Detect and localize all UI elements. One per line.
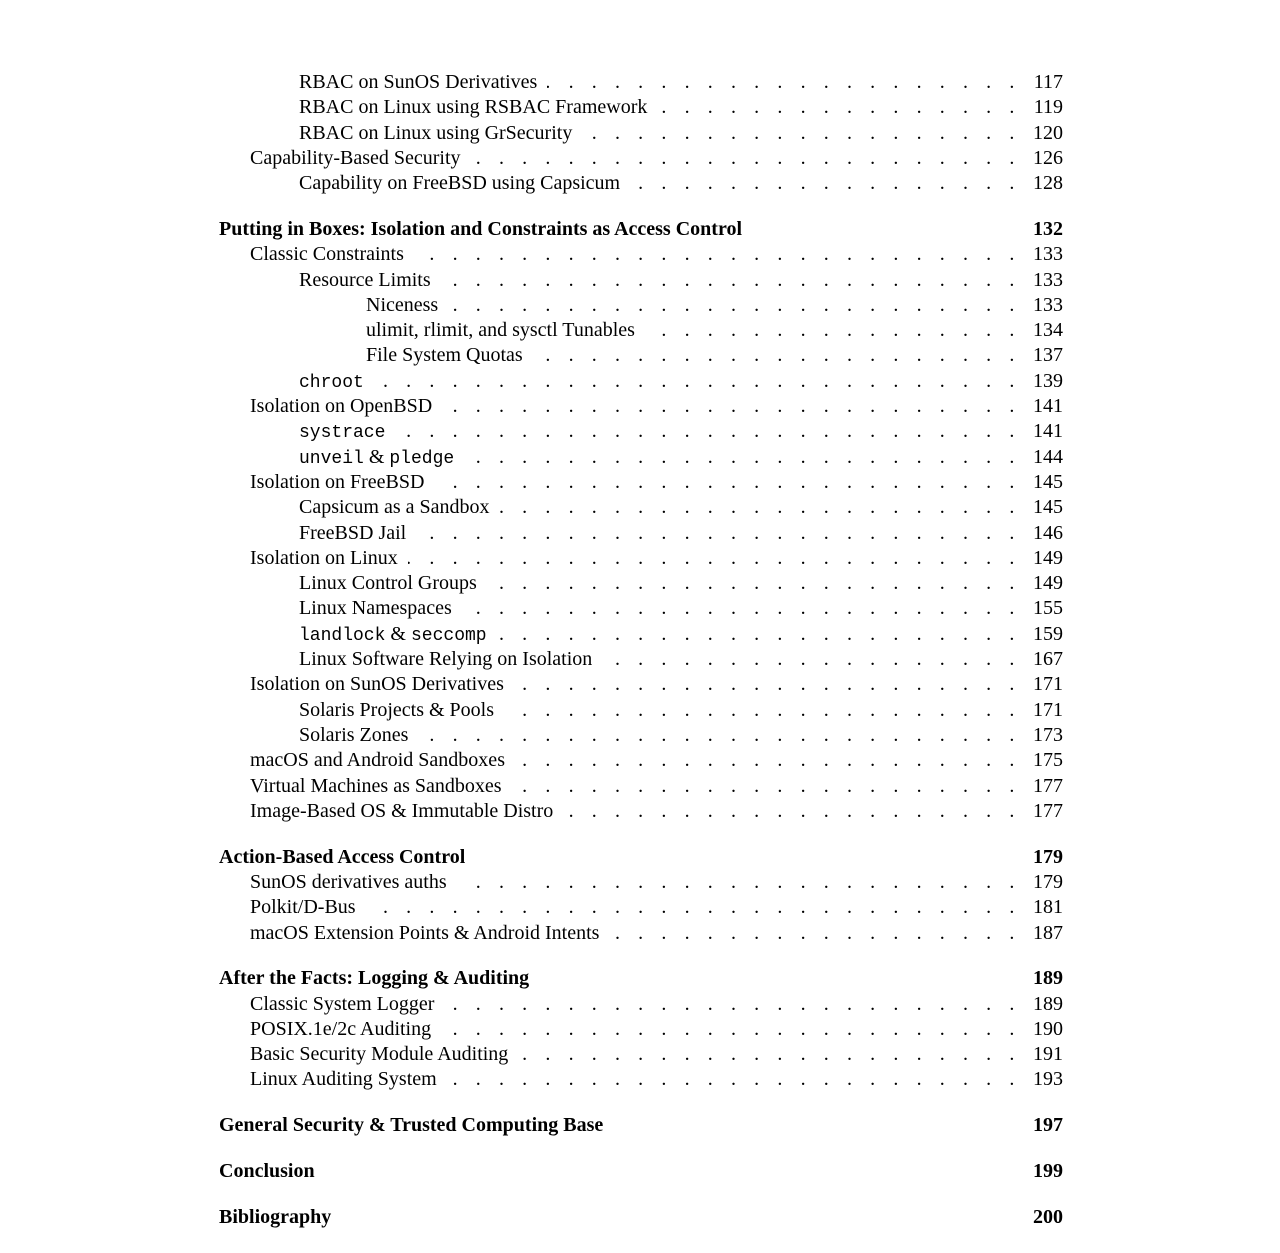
toc-page-number: 199: [1033, 1160, 1063, 1183]
toc-dot-leader: [457, 870, 1021, 895]
toc-entry-title: Solaris Zones: [299, 723, 409, 746]
toc-dot-leader: [512, 774, 1021, 799]
toc-page-number: 126: [1033, 146, 1063, 169]
toc-dot-leader: [582, 121, 1021, 146]
toc-dot-leader: [563, 799, 1021, 824]
toc-page-number: 181: [1033, 896, 1063, 919]
toc-entry-row: [219, 121, 1063, 146]
toc-chapter-row: [219, 1113, 1063, 1138]
toc-entry-title: RBAC on Linux using RSBAC Framework: [299, 96, 648, 119]
toc-page-number: 191: [1033, 1043, 1063, 1066]
toc-page-number: 139: [1033, 369, 1063, 392]
toc-dot-leader: [434, 470, 1021, 495]
toc-entry-title: Isolation on FreeBSD: [250, 470, 425, 493]
toc-entry-title: Linux Auditing System: [250, 1068, 437, 1091]
toc-dot-leader: [441, 268, 1021, 293]
toc-entry-row: [219, 748, 1063, 773]
toc-entry-row: [219, 495, 1063, 520]
toc-page-number: 155: [1033, 597, 1063, 620]
toc-page-number: 167: [1033, 648, 1063, 671]
toc-entry-row: [219, 921, 1063, 946]
toc-entry-title: Resource Limits: [299, 268, 431, 291]
toc-entry-row: [219, 343, 1063, 368]
toc-chapter-row: [219, 966, 1063, 991]
toc-entry-row: [219, 293, 1063, 318]
toc-dot-leader: [464, 445, 1021, 470]
toc-dot-leader: [497, 622, 1021, 647]
toc-entry-row: [219, 774, 1063, 799]
toc-chapter-row: [219, 1205, 1063, 1230]
toc-entry-row: [219, 1042, 1063, 1067]
toc-entry-title: Polkit/D-Bus: [250, 896, 356, 919]
toc-page-number: 133: [1033, 268, 1063, 291]
toc-entry-title: Isolation on Linux: [250, 546, 398, 569]
toc-dot-leader: [448, 293, 1021, 318]
toc-entry-row: [219, 799, 1063, 824]
toc-dot-leader: [487, 571, 1021, 596]
toc-page-number: 133: [1033, 293, 1063, 316]
toc-page-number: 179: [1033, 870, 1063, 893]
toc-page-number: 193: [1033, 1068, 1063, 1091]
toc-page-number: 171: [1033, 673, 1063, 696]
toc-entry-title: Capability on FreeBSD using Capsicum: [299, 172, 621, 195]
toc-entry-title: Isolation on SunOS Derivatives: [250, 673, 504, 696]
toc-dot-leader: [447, 1067, 1021, 1092]
toc-entry-title: After the Facts: Logging & Auditing: [219, 967, 530, 990]
toc-entry-row: [219, 70, 1063, 95]
toc-page-number: 189: [1033, 967, 1063, 990]
toc-entry-title: RBAC on Linux using GrSecurity: [299, 121, 573, 144]
toc-entry-row: [219, 268, 1063, 293]
toc-entry-title: Conclusion: [219, 1160, 315, 1183]
toc-entry-row: [219, 95, 1063, 120]
toc-entry-title: [299, 445, 454, 472]
toc-entry-row: [219, 546, 1063, 571]
toc-entry-title: Basic Security Module Auditing: [250, 1043, 509, 1066]
toc-page-number: 187: [1033, 921, 1063, 944]
toc-entry-row: [219, 647, 1063, 672]
toc-title-part: &: [385, 622, 411, 645]
toc-dot-leader: [547, 70, 1021, 95]
toc-entry-row: [219, 672, 1063, 697]
toc-entry-title: Capsicum as a Sandbox: [299, 496, 490, 519]
toc-page-number: 128: [1033, 172, 1063, 195]
toc-entry-row: [219, 171, 1063, 196]
toc-entry-row: [219, 369, 1063, 394]
toc-page-number: 173: [1033, 723, 1063, 746]
toc-page-number: 146: [1033, 521, 1063, 544]
toc-entry-row: [219, 571, 1063, 596]
toc-dot-leader: [374, 369, 1021, 394]
toc-entry-title: POSIX.1e/2c Auditing: [250, 1017, 432, 1040]
toc-entry-title: Putting in Boxes: Isolation and Constraints as Access Control: [219, 217, 743, 240]
toc-dot-leader: [504, 698, 1021, 723]
toc-entry-row: [219, 1067, 1063, 1092]
toc-page-number: 141: [1033, 395, 1063, 418]
toc-entry-row: [219, 242, 1063, 267]
toc-dot-leader: [518, 1042, 1021, 1067]
toc-entry-title: General Security & Trusted Computing Base: [219, 1114, 604, 1137]
toc-page-number: 175: [1033, 749, 1063, 772]
toc-title-part: seccomp: [410, 625, 487, 646]
toc-entry-title: File System Quotas: [366, 344, 523, 367]
toc-entry-title: macOS and Android Sandboxes: [250, 749, 505, 772]
toc-dot-leader: [645, 318, 1021, 343]
toc-entry-title: Classic Constraints: [250, 243, 404, 266]
table-of-contents: [219, 70, 1063, 1230]
toc-page-number: 133: [1033, 243, 1063, 266]
toc-entry-row: [219, 698, 1063, 723]
toc-entry-row: [219, 992, 1063, 1017]
toc-dot-leader: [462, 596, 1021, 621]
toc-page-number: 117: [1033, 71, 1063, 93]
toc-entry-title: Isolation on OpenBSD: [250, 395, 433, 418]
toc-entry-title: Action-Based Access Control: [219, 845, 466, 868]
toc-entry-title: Virtual Machines as Sandboxes: [250, 774, 502, 797]
toc-entry-row: [219, 394, 1063, 419]
toc-entry-row: [219, 146, 1063, 171]
toc-entry-title: Linux Software Relying on Isolation: [299, 648, 593, 671]
toc-dot-leader: [514, 672, 1021, 697]
toc-page-number: 190: [1033, 1017, 1063, 1040]
toc-entry-row: [219, 419, 1063, 444]
toc-page-number: 134: [1033, 319, 1063, 342]
toc-page-number: 144: [1033, 445, 1063, 468]
toc-entry-title: Solaris Projects & Pools: [299, 698, 495, 721]
toc-page-number: 149: [1033, 572, 1063, 595]
toc-dot-leader: [609, 921, 1021, 946]
toc-entry-title: ulimit, rlimit, and sysctl Tunables: [366, 319, 635, 342]
toc-entry-row: [219, 596, 1063, 621]
toc-page-number: 189: [1033, 992, 1063, 1015]
toc-entry-title: RBAC on SunOS Derivatives: [299, 71, 538, 93]
toc-entry-row: [219, 870, 1063, 895]
toc-entry-title: Niceness: [366, 293, 439, 316]
toc-entry-row: [219, 521, 1063, 546]
toc-title-part: pledge: [389, 448, 455, 469]
toc-dot-leader: [416, 521, 1021, 546]
toc-entry-row: [219, 1017, 1063, 1042]
toc-page-number: 177: [1033, 799, 1063, 822]
toc-page-number: 177: [1033, 774, 1063, 797]
toc-entry-title: [299, 419, 385, 446]
toc-title-part: unveil: [299, 448, 364, 469]
toc-page-number: 145: [1033, 470, 1063, 493]
toc-dot-leader: [515, 748, 1021, 773]
toc-page-number: 171: [1033, 698, 1063, 721]
toc-chapter-row: [219, 845, 1063, 870]
toc-entry-row: [219, 723, 1063, 748]
toc-entry-title: FreeBSD Jail: [299, 521, 407, 544]
toc-entry-row: [219, 622, 1063, 647]
toc-dot-leader: [444, 992, 1021, 1017]
toc-entry-title: Linux Namespaces: [299, 597, 452, 620]
toc-page-number: 120: [1033, 121, 1063, 144]
toc-dot-leader: [657, 95, 1021, 120]
toc-dot-leader: [442, 394, 1021, 419]
toc-entry-title: Linux Control Groups: [299, 572, 477, 595]
toc-title-part: systrace: [299, 423, 386, 444]
toc-dot-leader: [408, 546, 1021, 571]
toc-chapter-row: [219, 1159, 1063, 1184]
toc-entry-title: Classic System Logger: [250, 992, 435, 1015]
toc-entry-title: Bibliography: [219, 1205, 332, 1228]
toc-page-number: 197: [1033, 1114, 1063, 1137]
toc-entry-row: [219, 470, 1063, 495]
toc-dot-leader: [602, 647, 1021, 672]
toc-page-number: 119: [1033, 96, 1063, 119]
toc-dot-leader: [441, 1017, 1021, 1042]
toc-dot-leader: [533, 343, 1021, 368]
toc-chapter-row: [219, 217, 1063, 242]
toc-entry-title: chroot: [299, 372, 364, 393]
toc-dot-leader: [395, 419, 1021, 444]
toc-dot-leader: [414, 242, 1021, 267]
toc-page-number: 141: [1033, 420, 1063, 443]
toc-entry-title: [299, 622, 487, 649]
toc-entry-title: macOS Extension Points & Android Intents: [250, 921, 600, 944]
toc-entry-row: [219, 318, 1063, 343]
toc-entry-title: Capability-Based Security: [250, 146, 461, 169]
toc-page-number: 137: [1033, 344, 1063, 367]
toc-dot-leader: [366, 895, 1021, 920]
toc-dot-leader: [418, 723, 1021, 748]
toc-entry-title: Image-Based OS & Immutable Distro: [250, 799, 554, 822]
toc-entry-row: [219, 895, 1063, 920]
toc-page-number: 145: [1033, 496, 1063, 519]
toc-page-number: 159: [1033, 622, 1063, 645]
toc-dot-leader: [630, 171, 1021, 196]
toc-page-number: 179: [1033, 845, 1063, 868]
toc-title-part: &: [363, 445, 390, 468]
toc-page-number: 132: [1033, 217, 1063, 240]
toc-entry-title: SunOS derivatives auths: [250, 870, 447, 893]
toc-page-number: 200: [1033, 1205, 1063, 1228]
toc-dot-leader: [471, 146, 1021, 171]
toc-page-number: 149: [1033, 546, 1063, 569]
toc-dot-leader: [500, 495, 1021, 520]
toc-entry-row: [219, 445, 1063, 470]
toc-title-part: landlock: [299, 625, 386, 646]
